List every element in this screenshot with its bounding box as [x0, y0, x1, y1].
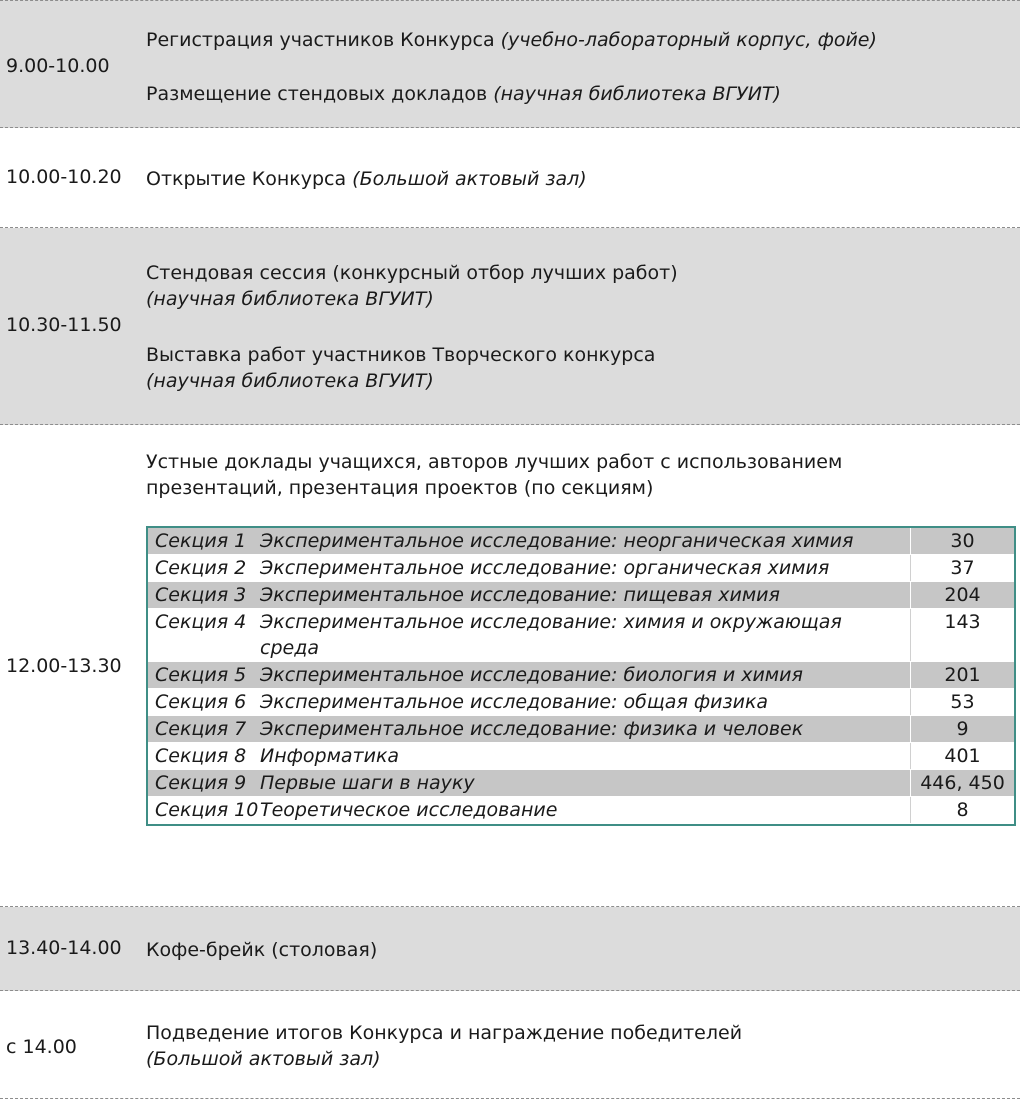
- section-room: 446, 450: [910, 770, 1014, 796]
- section-row: [148, 770, 1014, 797]
- section-room: 201: [910, 662, 1014, 688]
- schedule-row-closing: [0, 991, 1020, 1099]
- section-room: 8: [910, 797, 1014, 823]
- time-label: 12.00-13.30: [6, 655, 122, 677]
- event-opening: [146, 166, 587, 192]
- event-posters: [146, 81, 781, 107]
- section-room: 143: [910, 609, 1014, 661]
- section-number: Секция 7: [155, 718, 247, 740]
- event-text: Регистрация участников Конкурса: [146, 29, 501, 51]
- event-poster-session: [146, 260, 678, 312]
- time-label: с 14.00: [6, 1036, 77, 1058]
- event-location: (научная библиотека ВГУИТ): [146, 288, 434, 310]
- schedule-row-poster-session: [0, 228, 1020, 425]
- section-title: Экспериментальное исследование: общая физика: [260, 691, 769, 713]
- section-title: Экспериментальное исследование: неорганическая химия: [260, 530, 854, 552]
- event-text: Выставка работ участников Творческого конкурса: [146, 344, 656, 366]
- event-location: (научная библиотека ВГУИТ): [146, 370, 434, 392]
- section-title: Информатика: [260, 745, 400, 767]
- section-title: Теоретическое исследование: [260, 799, 558, 821]
- event-creative-exhibition: [146, 342, 655, 394]
- section-number: Секция 5: [155, 664, 247, 686]
- time-label: 9.00-10.00: [6, 55, 110, 77]
- section-row: [148, 528, 1014, 555]
- section-row: [148, 743, 1014, 770]
- event-location: (учебно-лабораторный корпус, фойе): [500, 29, 877, 51]
- sections-table: [146, 526, 1016, 826]
- section-row: [148, 662, 1014, 689]
- schedule-row-registration: [0, 0, 1020, 128]
- section-room: 401: [910, 743, 1014, 769]
- event-location: (научная библиотека ВГУИТ): [493, 83, 781, 105]
- section-title: Экспериментальное исследование: физика и человек: [260, 718, 804, 740]
- time-label: 10.00-10.20: [6, 166, 122, 188]
- section-title: Экспериментальное исследование: химия и окружающая среда: [260, 611, 842, 659]
- schedule-row-coffee-break: [0, 907, 1020, 991]
- event-oral-reports-intro: Устные доклады учащихся, авторов лучших работ с использованием презентаций, презентация проектов (по секциям): [146, 451, 843, 499]
- section-title: Первые шаги в науку: [260, 772, 475, 794]
- event-text: Размещение стендовых докладов: [146, 83, 494, 105]
- section-row: [148, 716, 1014, 743]
- section-number: Секция 8: [155, 745, 247, 767]
- section-number: Секция 10: [155, 799, 259, 821]
- time-label: 13.40-14.00: [6, 937, 122, 959]
- section-row: [148, 582, 1014, 609]
- event-text: Кофе-брейк (столовая): [146, 939, 378, 961]
- section-room: 53: [910, 689, 1014, 715]
- section-number: Секция 4: [155, 611, 247, 633]
- section-number: Секция 3: [155, 584, 247, 606]
- section-room: 30: [910, 528, 1014, 554]
- section-row: [148, 797, 1014, 824]
- section-title: Экспериментальное исследование: пищевая химия: [260, 584, 780, 606]
- section-number: Секция 6: [155, 691, 247, 713]
- section-room: 9: [910, 716, 1014, 742]
- section-row: [148, 689, 1014, 716]
- event-location: (Большой актовый зал): [352, 168, 587, 190]
- section-title: Экспериментальное исследование: органическая химия: [260, 557, 830, 579]
- section-number: Секция 1: [155, 530, 247, 552]
- section-room: 37: [910, 555, 1014, 581]
- event-coffee-break: [146, 937, 377, 963]
- section-row: [148, 555, 1014, 582]
- event-text: Подведение итогов Конкурса и награждение победителей: [146, 1022, 743, 1044]
- section-number: Секция 9: [155, 772, 247, 794]
- schedule-row-opening: [0, 128, 1020, 228]
- section-title: Экспериментальное исследование: биология и химия: [260, 664, 803, 686]
- event-text: Открытие Конкурса: [146, 168, 353, 190]
- event-location: (Большой актовый зал): [146, 1048, 381, 1070]
- section-row: [148, 609, 1014, 662]
- event-closing: [146, 1020, 742, 1072]
- event-text: Стендовая сессия (конкурсный отбор лучших работ): [146, 262, 678, 284]
- event-registration: [146, 27, 877, 53]
- time-label: 10.30-11.50: [6, 314, 122, 336]
- section-number: Секция 2: [155, 557, 247, 579]
- section-room: 204: [910, 582, 1014, 608]
